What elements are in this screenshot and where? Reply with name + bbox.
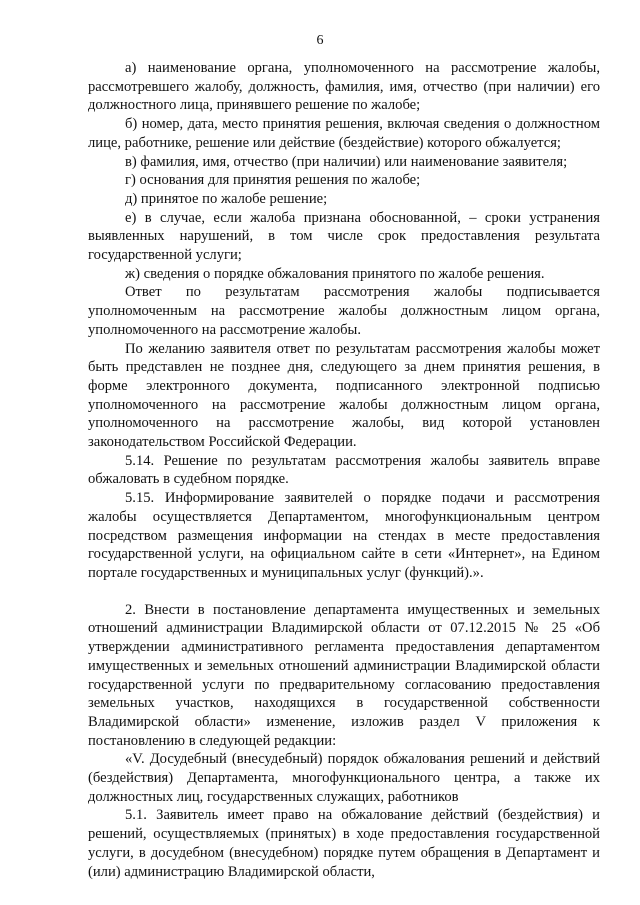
page-number: 6	[316, 33, 324, 48]
paragraph-item-d: д) принятое по жалобе решение;	[125, 190, 328, 207]
section-v-title: «V. Досудебный (внесудебный) порядок обжалования решений и действий (бездействия) Департамента, многофункционального центра, а также их должностных лиц, государственных служащих, работников	[88, 751, 600, 805]
paragraph-item-g: г) основания для принятия решения по жалобе;	[125, 172, 421, 189]
document-body	[88, 59, 600, 881]
paragraph-5-14: 5.14. Решение по результатам рассмотрения жалобы заявитель вправе обжаловать в судебном порядке.	[88, 452, 600, 488]
paragraph-item-v: в) фамилия, имя, отчество (при наличии) или наименование заявителя;	[125, 153, 568, 170]
paragraph-item-a: а) наименование органа, уполномоченного на рассмотрение жалобы, рассмотревшего жалобу, должность, фамилия, имя, отчество (при наличии) его должностного лица, принявшего решение по жалобе;	[88, 60, 600, 114]
paragraph-5-1: 5.1. Заявитель имеет право на обжалование действий (бездействия) и решений, осуществляемых (принятых) в ходе предоставления государственной услуги, в досудебном (внесудебном) порядке путем обращения в Департамент и (или) администрацию Владимирской области,	[88, 807, 600, 880]
paragraph-item-e: е) в случае, если жалоба признана обоснованной, – сроки устранения выявленных нарушений, в том числе срок предоставления результата государственной услуги;	[88, 209, 600, 264]
paragraph-5-15: 5.15. Информирование заявителей о порядке подачи и рассмотрения жалобы осуществляется Департаментом, многофункциональным центром посредством размещения информации на стендах в месте предоставления государственной услуги, на официальном сайте в сети «Интернет», на Едином портале государственных и муниципальных услуг (функций).».	[88, 490, 600, 581]
paragraph-item-b: б) номер, дата, место принятия решения, включая сведения о должностном лице, работнике, решение или действие (бездействие) которого обжалуется;	[88, 116, 600, 151]
paragraph-electronic-answer: По желанию заявителя ответ по результатам рассмотрения жалобы может быть представлен не позднее дня, следующего за днем принятия решения, в форме электронного документа, подписанного электронной подписью уполномоченного на рассмотрение жалобы должностным лицом органа, уполномоченного на рассмотрение жалобы, вид которой установлен законодательством Российской Федерации.	[88, 340, 600, 451]
paragraph-item-zh: ж) сведения о порядке обжалования принятого по жалобе решения.	[125, 265, 545, 282]
paragraph-clause-2: 2. Внести в постановление департамента имущественных и земельных отношений администрации Владимирской области от 07.12.2015 № 25 «Об утверждении административного регламента предоставления департаментом имущественных и земельных отношений администрации Владимирской области государственной услуги по предварительному согласованию предоставления земельных участков, находящихся в государственной собственности Владимирской области» изменение, изложив раздел V приложения к постановлению в следующей редакции:	[88, 601, 600, 749]
paragraph-answer-signing: Ответ по результатам рассмотрения жалобы подписывается уполномоченным на рассмотрение жалобы должностным лицом органа, уполномоченного на рассмотрение жалобы.	[88, 284, 600, 338]
